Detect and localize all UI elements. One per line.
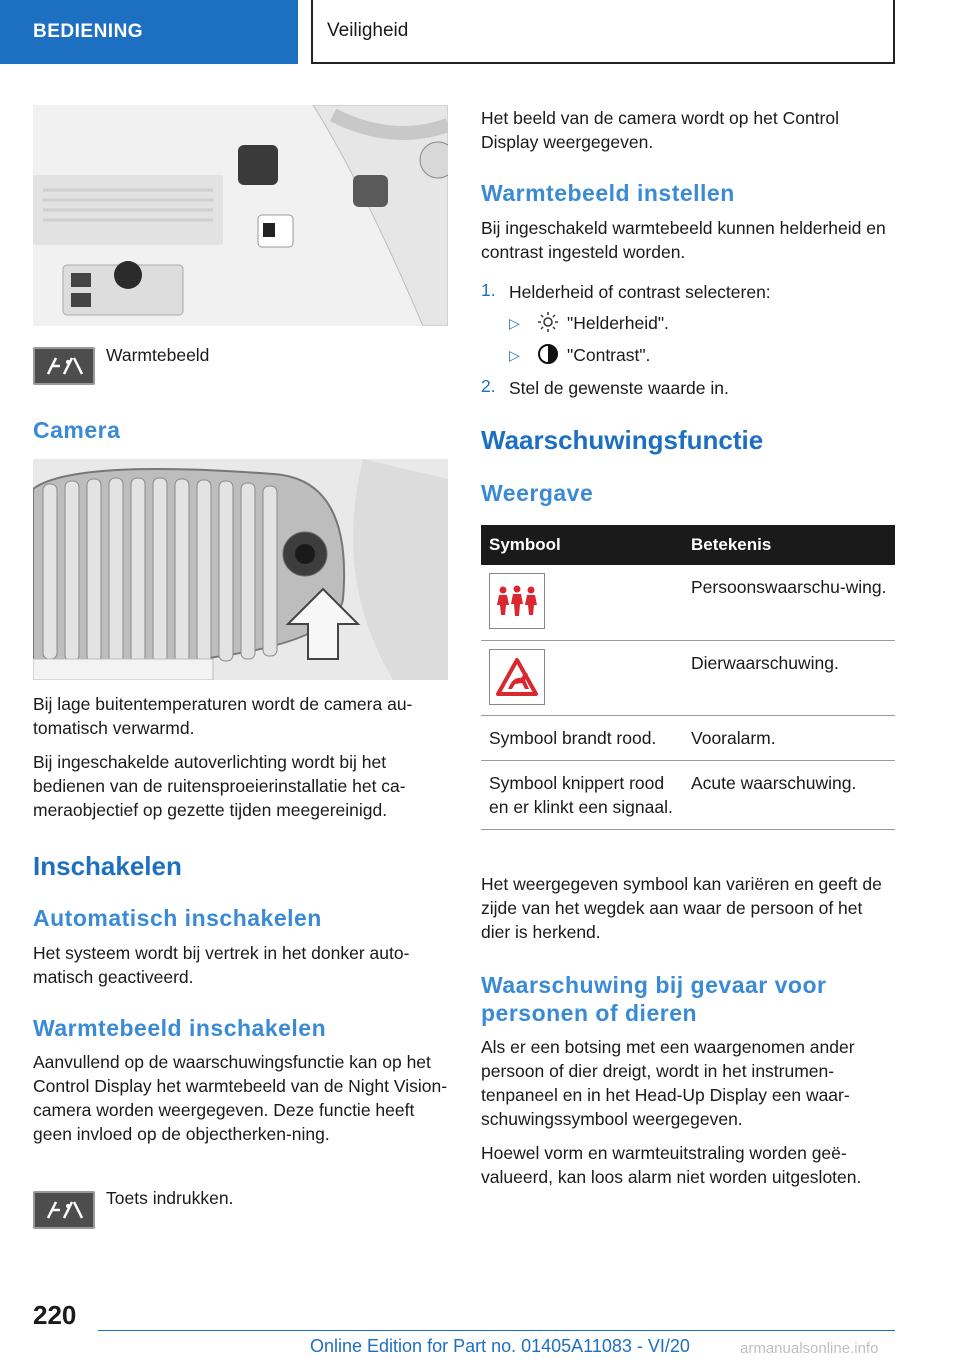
chapter-title: Veiligheid [311, 0, 895, 64]
table-cell: Persoonswaarschu-wing. [683, 565, 895, 640]
table-cell: Vooralarm. [683, 715, 895, 760]
warmtebeeld-caption: Warmtebeeld [106, 345, 210, 365]
table-row [481, 715, 895, 760]
table-row [481, 760, 895, 829]
auto-inschakelen-heading: Automatisch inschakelen [33, 905, 322, 931]
danger-paragraph-1: Als er een botsing met een waargenomen ander persoon of dier dreigt, wordt in het instrumen-tenpaneel en in het Head-Up Display een waar-schuwingssymbool weergegeven. [481, 1037, 855, 1129]
warmtebeeld-inschakelen-heading: Warmtebeeld inschakelen [33, 1015, 327, 1041]
warmtebeeld-instellen-heading: Warmtebeeld instellen [481, 180, 735, 206]
table-header-betekenis: Betekenis [683, 525, 895, 565]
edition-text: Online Edition for Part no. 01405A11083 - VI/20 [310, 1336, 690, 1356]
table-cell: Symbool brandt rood. [481, 715, 683, 760]
step-2-text: Stel de gewenste waarde in. [509, 378, 729, 398]
table-row [481, 640, 895, 715]
camera-paragraph-1: Bij lage buitentemperaturen wordt de camera au-tomatisch verwarmd. [33, 694, 413, 738]
sub-item-contrast: "Contrast". [567, 345, 651, 365]
symbol-table [481, 525, 895, 830]
step-1-number: 1. [481, 280, 496, 300]
after-table-paragraph: Het weergegeven symbool kan variëren en geeft de zijde van het wegdek aan waar de persoon of het dier is herkend. [481, 874, 882, 942]
night-vision-button-icon [33, 347, 95, 385]
table-row [481, 565, 895, 640]
dashboard-controls-image [33, 105, 448, 326]
page-number: 220 [33, 1300, 77, 1330]
animal-warning-icon [489, 649, 545, 705]
inschakelen-heading: Inschakelen [33, 851, 182, 881]
auto-paragraph: Het systeem wordt bij vertrek in het donker auto-matisch geactiveerd. [33, 943, 410, 987]
grille-camera-image [33, 459, 448, 680]
watermark: armanualsonline.info [740, 1340, 879, 1357]
intro-paragraph: Het beeld van de camera wordt op het Control Display weergegeven. [481, 108, 839, 152]
waarschuwingsfunctie-heading: Waarschuwingsfunctie [481, 425, 764, 455]
camera-paragraph-2: Bij ingeschakelde autoverlichting wordt bij het bedienen van de ruitensproeierinstallatie het ca-meraobjectief op gezette tijden meegereinigd. [33, 752, 406, 820]
camera-heading: Camera [33, 417, 121, 443]
warmtebeeld-paragraph: Aanvullend op de waarschuwingsfunctie kan op het Control Display het warmtebeeld van de Night Vision-camera worden weergegeven. Deze functie heeft geen invloed op de objectherken-ning. [33, 1052, 448, 1144]
brightness-icon [537, 311, 559, 338]
table-header-symbool: Symbool [481, 525, 683, 565]
person-warning-icon [489, 573, 545, 629]
table-cell: Dierwaarschuwing. [683, 640, 895, 715]
table-cell: Symbool knippert rood en er klinkt een signaal. [481, 760, 683, 829]
step-2-number: 2. [481, 376, 496, 396]
danger-paragraph-2: Hoewel vorm en warmteuitstraling worden geë-valueerd, kan loos alarm niet worden uitgesloten. [481, 1143, 862, 1187]
weergave-heading: Weergave [481, 480, 594, 506]
press-button-label: Toets indrukken. [106, 1188, 234, 1208]
section-tab: BEDIENING [0, 0, 298, 64]
sub-item-helderheid: "Helderheid". [567, 313, 669, 333]
footer-rule [98, 1330, 895, 1331]
instellen-paragraph: Bij ingeschakeld warmtebeeld kunnen helderheid en contrast ingesteld worden. [481, 218, 886, 262]
night-vision-button-icon-2 [33, 1191, 95, 1229]
contrast-icon [537, 343, 559, 370]
sub-bullet-1: ▷ [509, 315, 520, 331]
danger-heading: Waarschuwing bij gevaar voor personen of dieren [481, 972, 827, 1026]
step-1-text: Helderheid of contrast selecteren: [509, 282, 771, 302]
table-cell: Acute waarschuwing. [683, 760, 895, 829]
sub-bullet-2: ▷ [509, 347, 520, 363]
